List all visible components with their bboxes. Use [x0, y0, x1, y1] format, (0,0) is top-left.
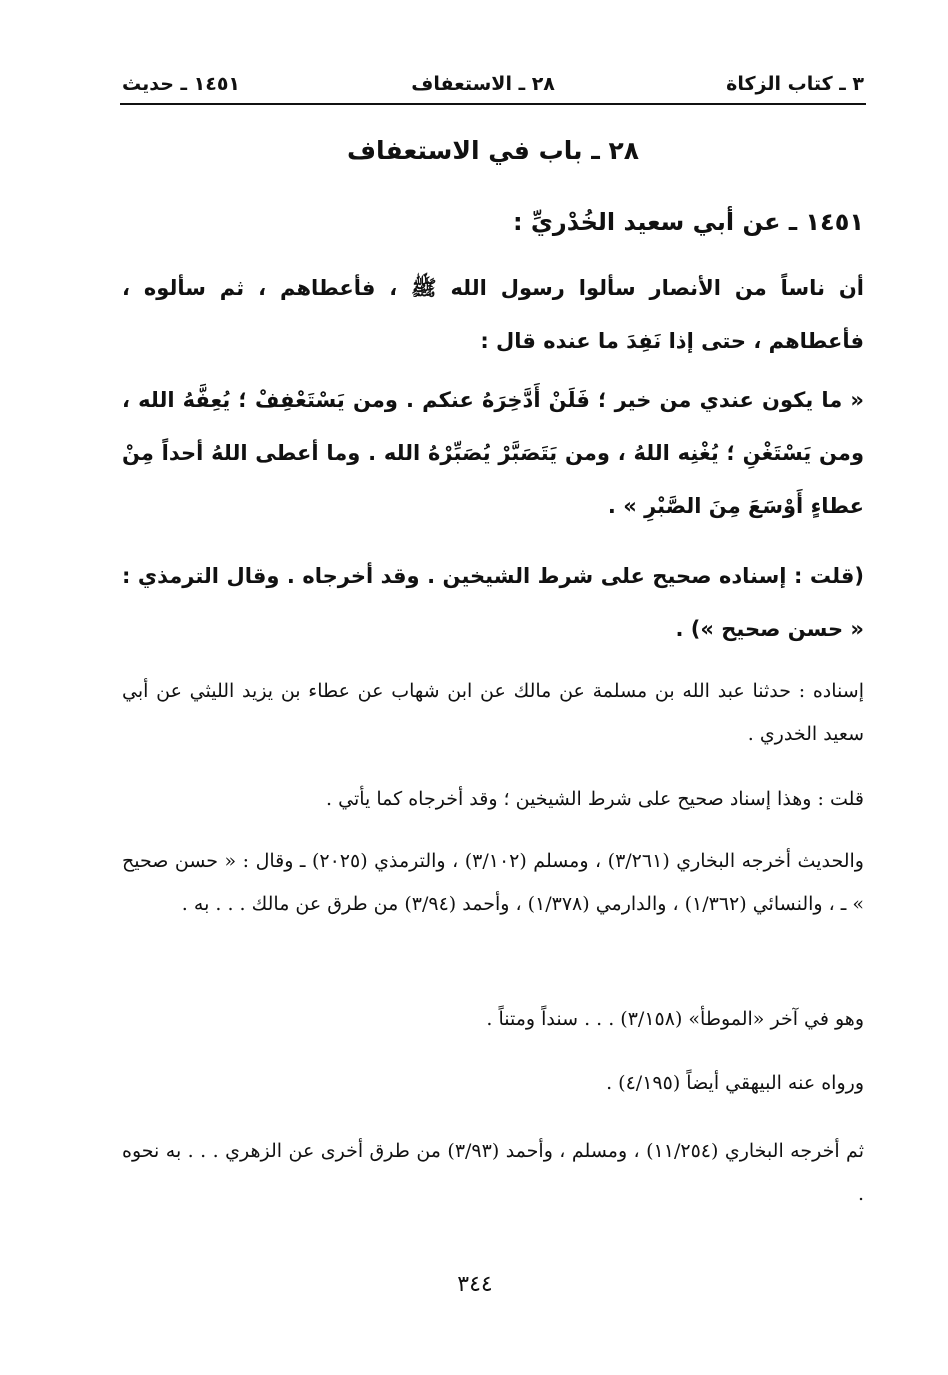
- narration-paragraph: أن ناساً من الأنصار سألوا رسول الله ﷺ ، فأعطاهم ، ثم سألوه ، فأعطاهم ، حتى إذا نَفِدَ ما عنده قال :: [122, 276, 864, 353]
- comment-paragraph: قلت : وهذا إسناد صحيح على شرط الشيخين ؛ وقد أخرجاه كما يأتي .: [326, 788, 864, 810]
- header-hadith-number: ١٤٥١ ـ حديث: [122, 73, 241, 95]
- takhrij-paragraph: والحديث أخرجه البخاري (٣/٢٦١) ، ومسلم (٣/١٠٢) ، والترمذي (٢٠٢٥) ـ وقال : « حسن صحيح » ـ ، والنسائي (١/٣٦٢) ، والدارمي (١/٣٧٨) ، وأحمد (٣/٩٤) من طرق عن مالك . . . به .: [122, 850, 864, 915]
- chapter-title: ٢٨ ـ باب في الاستعفاف: [347, 136, 639, 165]
- bayhaqi-paragraph: ورواه عنه البيهقي أيضاً (٤/١٩٥) .: [606, 1072, 864, 1094]
- header-book-title: ٣ ـ كتاب الزكاة: [726, 73, 864, 95]
- header-divider: [120, 103, 866, 105]
- other-routes-paragraph: ثم أخرجه البخاري (١١/٢٥٤) ، ومسلم ، وأحمد (٣/٩٣) من طرق أخرى عن الزهري . . . به نحوه .: [122, 1140, 864, 1205]
- running-header: [122, 66, 864, 102]
- page-number: ٣٤٤: [457, 1272, 493, 1297]
- hadith-heading: ١٤٥١ ـ عن أبي سعيد الخُدْريِّ :: [512, 208, 864, 236]
- isnad-paragraph: إسناده : حدثنا عبد الله بن مسلمة عن مالك عن ابن شهاب عن عطاء بن يزيد الليثي عن أبي سعيد الخدري .: [122, 680, 864, 745]
- header-chapter: ٢٨ ـ الاستعفاف: [411, 73, 555, 95]
- grading-note: (قلت : إسناده صحيح على شرط الشيخين . وقد أخرجاه . وقال الترمذي : « حسن صحيح ») .: [122, 564, 864, 641]
- muwatta-paragraph: وهو في آخر «الموطأ» (٣/١٥٨) . . . سنداً ومتناً .: [486, 1008, 864, 1030]
- quote-paragraph: « ما يكون عندي من خير ؛ فَلَنْ أَدَّخِرَهُ عنكم . ومن يَسْتَعْفِفْ ؛ يُعِفَّهُ الله ، ومن يَسْتَغْنِ ؛ يُغْنِه اللهُ ، ومن يَتَصَبَّرْ يُصَبِّرْهُ الله . وما أعطى اللهُ أحداً مِنْ عطاءٍ أَوْسَعَ مِنَ الصَّبْرِ » .: [122, 388, 864, 518]
